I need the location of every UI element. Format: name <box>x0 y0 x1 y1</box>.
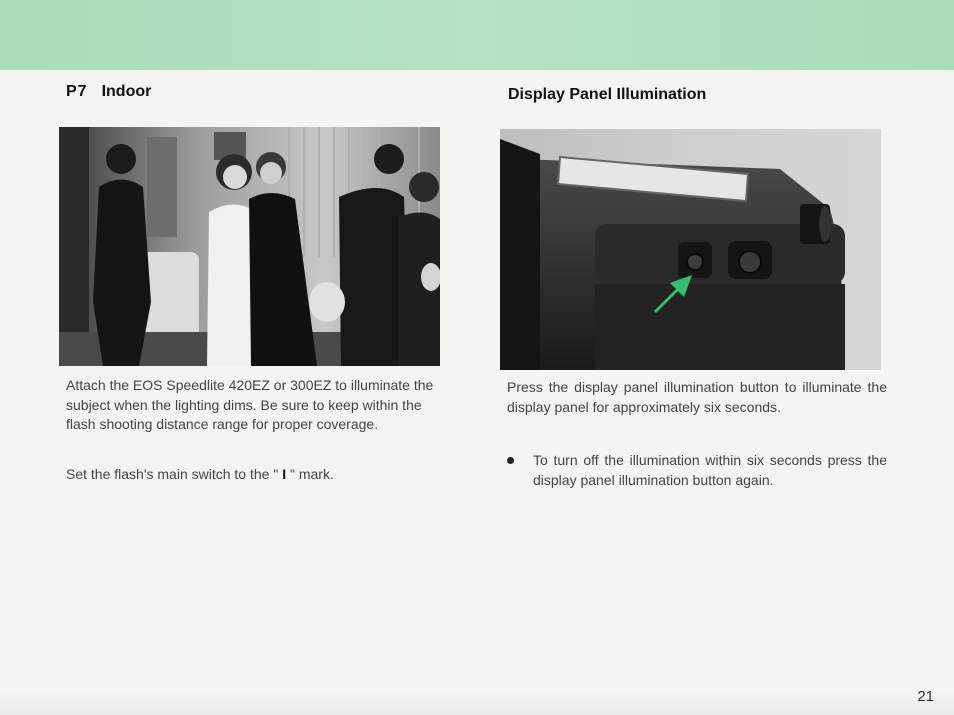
camera-closeup-photo <box>500 129 881 370</box>
indoor-heading-text: Indoor <box>101 83 152 100</box>
indoor-heading <box>66 83 151 101</box>
bullet-text: To turn off the illumination within six seconds press the display panel illumination button again. <box>533 452 887 488</box>
page-number: 21 <box>917 688 934 705</box>
program-mode-icon: P7 <box>66 83 88 100</box>
flash-switch-text-after: " mark. <box>289 466 334 482</box>
display-panel-paragraph: Press the display panel illumination button to illuminate the display panel for approximately six seconds. <box>507 379 887 415</box>
bullet-icon <box>507 457 514 464</box>
indoor-paragraph: Attach the EOS Speedlite 420EZ or 300EZ to illuminate the subject when the lighting dims. Be sure to keep within the flash shooting distance range for proper coverage. <box>66 377 434 432</box>
flash-switch-text-before: Set the flash's main switch to the " <box>66 466 279 482</box>
top-color-band <box>0 0 954 70</box>
flash-switch-paragraph <box>66 465 450 485</box>
indoor-party-photo <box>59 127 440 366</box>
bottom-edge <box>0 691 954 715</box>
bullet-list-item <box>507 450 887 490</box>
display-panel-heading: Display Panel Illumination <box>508 86 707 103</box>
flash-switch-mark: I <box>282 466 287 482</box>
